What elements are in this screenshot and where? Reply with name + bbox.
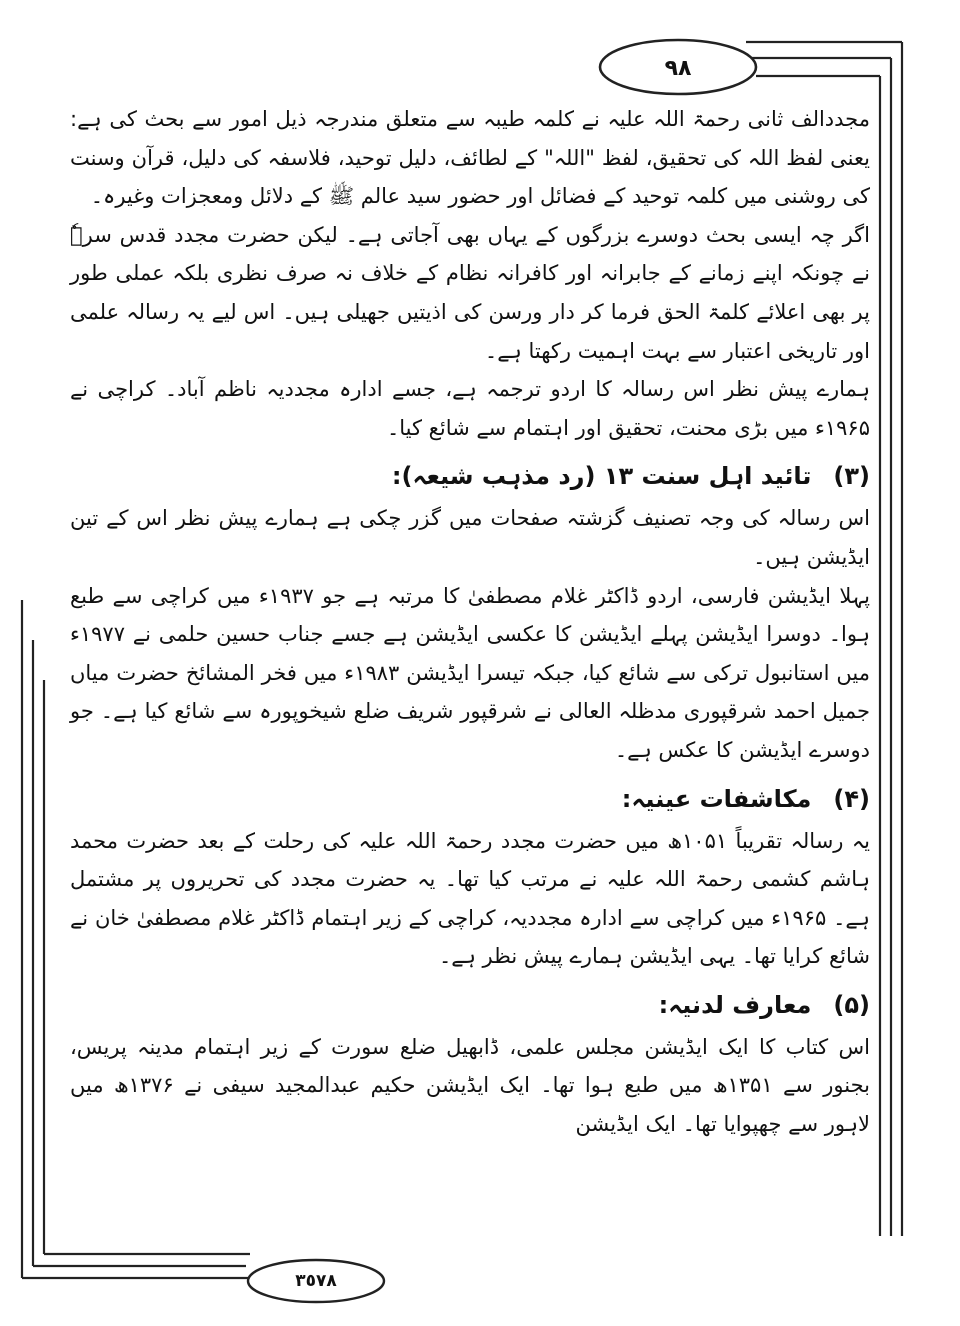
- section-3-paragraph-1: اس رسالہ کی وجہ تصنیف گزشتہ صفحات میں گزر چکی ہے ہمارے پیش نظر اس کے تین ایڈیشن ہیں۔: [70, 506, 870, 569]
- page-number-bottom: ٣٥٧٨: [295, 1271, 337, 1291]
- section-4-heading: [70, 778, 870, 820]
- section-5-paragraph-1: اس کتاب کا ایک ایڈیشن مجلس علمی، ڈابھیل ضلع سورت کے زیر اہتمام مدینہ پریس، بجنور سے ۱۳۵۱ھ میں طبع ہوا تھا۔ ایک ایڈیشن حکیم عبدالمجید سیفی نے ۱۳۷۶ھ میں لاہور سے چھپوایا تھا۔ ایک ایڈیشن: [70, 1034, 870, 1137]
- paragraph-intro-2: اگر چہ ایسی بحث دوسرے بزرگوں کے یہاں بھی آجاتی ہے۔ لیکن حضرت مجدد قدس سرہٗ نے چونکہ اپنے زمانے کے جابرانہ اور کافرانہ نظام کے خلاف نہ صرف نظری بلکہ عملی طور پر بھی اعلائے کلمۃ الحق فرما کر دار ورسن کی اذیتیں جھیلی ہیں۔ اس لیے یہ رسالہ علمی اور تاریخی اعتبار سے بہت اہمیت رکھتا ہے۔: [70, 222, 870, 363]
- body-text: [70, 100, 870, 1144]
- section-3-number: (۳): [833, 462, 870, 491]
- section-5-number: (۵): [833, 990, 870, 1019]
- section-3-heading: [70, 455, 870, 497]
- section-3-paragraph-2: پہلا ایڈیشن فارسی، اردو ڈاکٹر غلام مصطفیٰ کا مرتبہ ہے جو ۱۹۳۷ء میں کراچی سے طبع ہوا۔ دوسرا ایڈیشن پہلے ایڈیشن کا عکسی ایڈیشن ہے جسے جناب حسین حلمی نے ۱۹۷۷ء میں استانبول ترکی سے شائع کیا، جبکہ تیسرا ایڈیشن ۱۹۸۳ء میں فخر المشائخ حضرت میاں جمیل احمد شرقپوری مدظلہ العالی نے شرقپور شریف ضلع شیخوپورہ سے شائع کیا ہے۔ جو دوسرے ایڈیشن کا عکس ہے۔: [70, 583, 870, 762]
- paragraph-intro-1: مجددالف ثانی رحمۃ اللہ علیہ نے کلمہ طیبہ سے متعلق مندرجہ ذیل امور سے بحث کی ہے: یعنی لفظ اللہ کی تحقیق، لفظ "اللہ" کے لطائف، دلیل توحید، فلاسفہ کی دلیل، قرآن وسنت کی روشنی میں کلمہ توحید کے فضائل اور حضور سید عالم ﷺ کے دلائل ومعجزات وغیرہ۔: [70, 107, 870, 209]
- paragraph-intro-3: ہمارے پیش نظر اس رسالہ کا اردو ترجمہ ہے، جسے ادارہ مجددیہ ناظم آباد۔ کراچی نے ۱۹۶۵ء میں بڑی محنت، تحقیق اور اہتمام سے شائع کیا۔: [70, 377, 870, 440]
- section-4-paragraph-1: یہ رسالہ تقریباً ۱۰۵۱ھ میں حضرت مجدد رحمۃ اللہ علیہ کی رحلت کے بعد حضرت محمد ہاشم کشمی رحمۃ اللہ علیہ نے مرتب کیا تھا۔ یہ حضرت مجدد کی تحریروں پر مشتمل ہے۔ ۱۹۶۵ء میں کراچی سے ادارہ مجددیہ، کراچی کے زیر اہتمام ڈاکٹر غلام مصطفیٰ خان نے شائع کرایا تھا۔ یہی ایڈیشن ہمارے پیش نظر ہے۔: [70, 828, 870, 969]
- section-4-number: (۴): [833, 784, 870, 813]
- section-5-heading: [70, 984, 870, 1026]
- section-3-title: تائید اہل سنت ١٣ (رد مذہب شیعہ):: [391, 462, 812, 491]
- section-4-title: مکاشفات عینیہ:: [621, 784, 812, 813]
- section-5-title: معارف لدنیہ:: [658, 990, 812, 1019]
- page-number-top: ٩٨: [664, 55, 692, 81]
